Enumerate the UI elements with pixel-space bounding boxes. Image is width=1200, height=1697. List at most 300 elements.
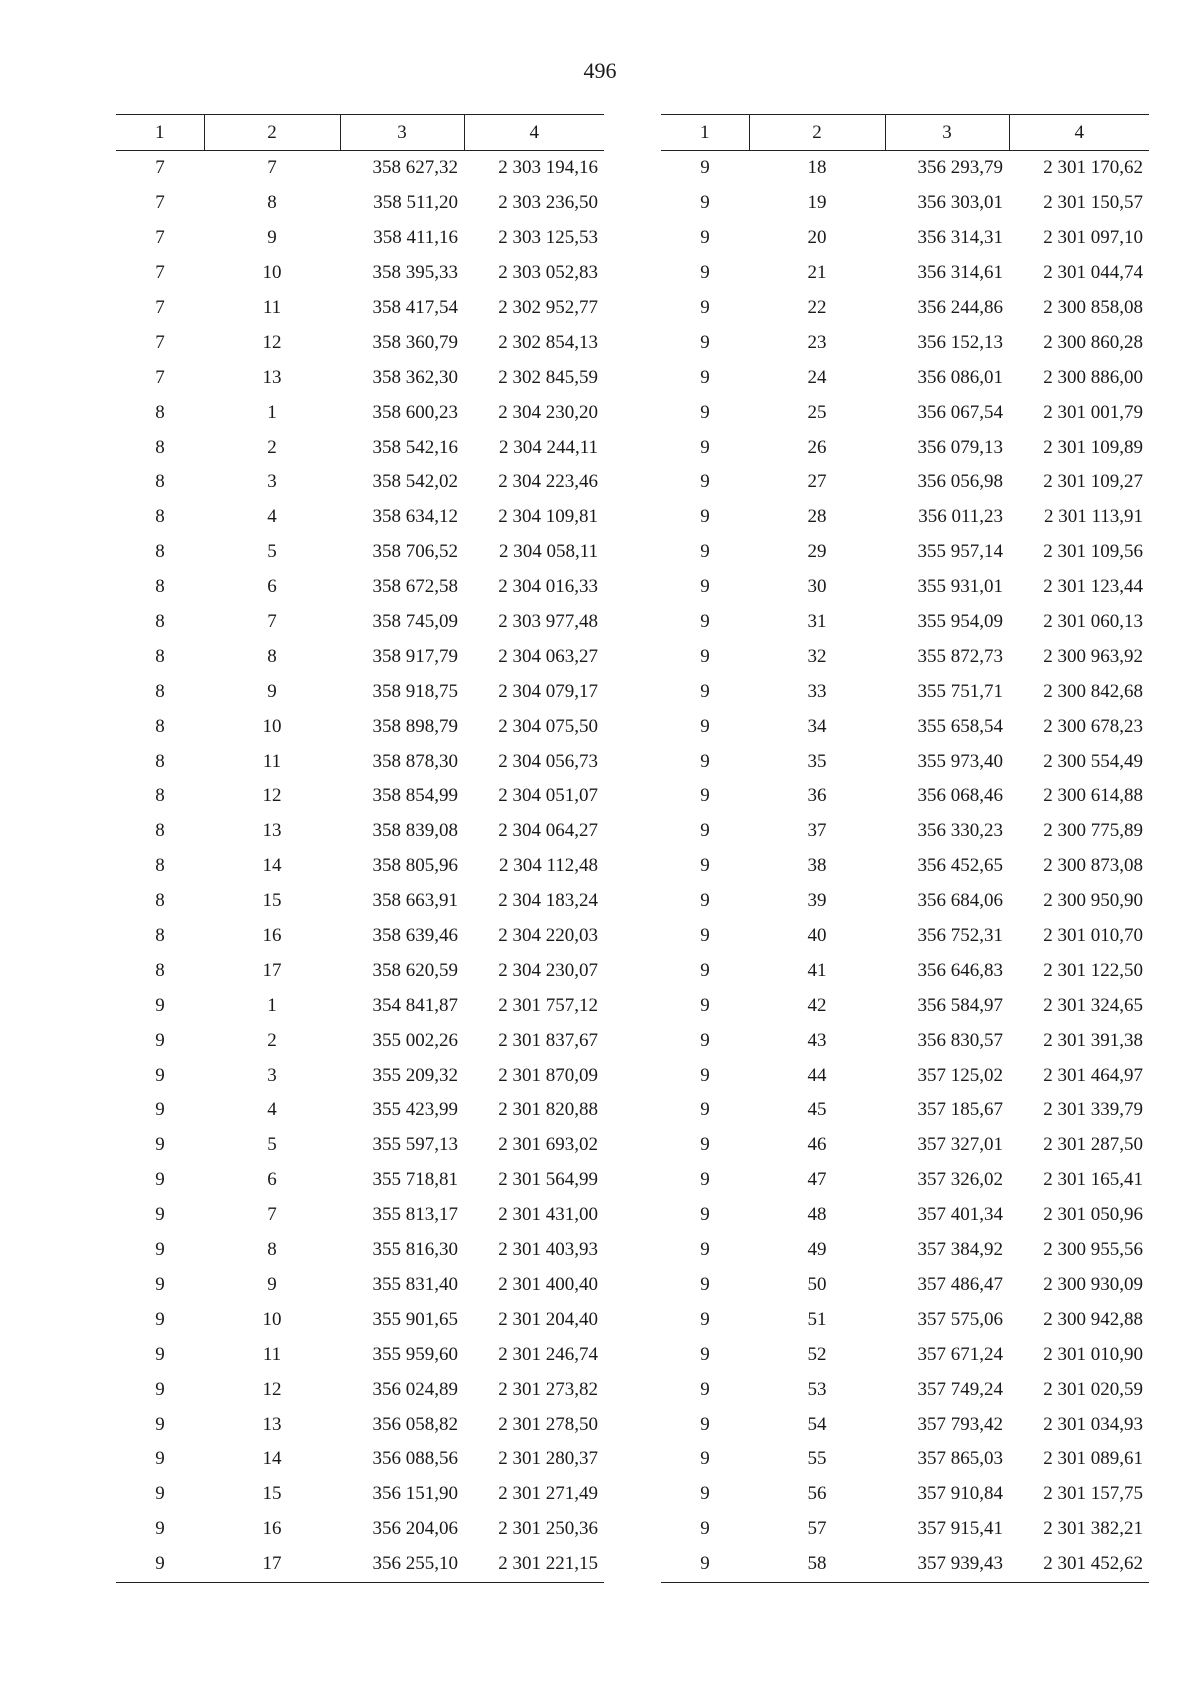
- table-cell: 41: [807, 959, 827, 981]
- table-row: [116, 360, 604, 395]
- table-row: [116, 639, 604, 674]
- table-cell: 9: [700, 541, 710, 563]
- table-cell: 2 301 170,62: [1043, 157, 1143, 179]
- table-cell: 16: [262, 925, 282, 947]
- table-cell: 9: [700, 1169, 710, 1191]
- table-row: [116, 814, 604, 849]
- table-row: [661, 465, 1149, 500]
- table-cell: 9: [700, 1448, 710, 1470]
- table-row: [116, 1268, 604, 1303]
- table-cell: 29: [807, 541, 827, 563]
- table-cell: 9: [700, 1204, 710, 1226]
- column-header: 1: [116, 115, 204, 151]
- table-cell: 48: [807, 1204, 827, 1226]
- table-cell: 9: [700, 1239, 710, 1261]
- table-row: [116, 919, 604, 954]
- table-row: [661, 709, 1149, 744]
- table-cell: 9: [700, 1308, 710, 1330]
- table-cell: 9: [155, 1483, 165, 1505]
- table-cell: 24: [807, 366, 827, 388]
- table-cell: 2 304 230,20: [498, 401, 598, 423]
- table-cell: 9: [700, 576, 710, 598]
- table-cell: 355 959,60: [372, 1343, 458, 1365]
- table-cell: 356 086,01: [917, 366, 1003, 388]
- table-row: [116, 151, 604, 186]
- table-cell: 9: [700, 1343, 710, 1365]
- table-row: [661, 814, 1149, 849]
- table-cell: 45: [807, 1099, 827, 1121]
- table-cell: 8: [155, 401, 165, 423]
- table-cell: 356 684,06: [917, 890, 1003, 912]
- table-cell: 49: [807, 1239, 827, 1261]
- table-row: [116, 395, 604, 430]
- column-header: 1: [661, 115, 749, 151]
- table-cell: 357 575,06: [917, 1308, 1003, 1330]
- table-cell: 2 301 403,93: [498, 1239, 598, 1261]
- table-cell: 355 973,40: [917, 750, 1003, 772]
- table-row: [116, 605, 604, 640]
- table-cell: 55: [807, 1448, 827, 1470]
- table-cell: 2 304 063,27: [498, 645, 598, 667]
- table-row: [116, 325, 604, 360]
- table-cell: 9: [700, 1064, 710, 1086]
- table-row: [116, 430, 604, 465]
- table-row: [661, 1512, 1149, 1547]
- table-cell: 354 841,87: [372, 994, 458, 1016]
- table-cell: 21: [807, 262, 827, 284]
- table-cell: 356 068,46: [917, 785, 1003, 807]
- table-cell: 54: [807, 1413, 827, 1435]
- table-row: [661, 500, 1149, 535]
- table-cell: 2 300 678,23: [1043, 715, 1143, 737]
- table-cell: 9: [700, 925, 710, 947]
- table-row: [661, 1023, 1149, 1058]
- table-cell: 9: [155, 1169, 165, 1191]
- table-row: [661, 186, 1149, 221]
- table-cell: 357 486,47: [917, 1273, 1003, 1295]
- table-cell: 358 639,46: [372, 925, 458, 947]
- table-cell: 32: [807, 645, 827, 667]
- table-cell: 358 411,16: [373, 227, 458, 249]
- table-cell: 8: [155, 855, 165, 877]
- table-cell: 10: [262, 262, 282, 284]
- table-cell: 7: [155, 192, 165, 214]
- table-cell: 8: [155, 680, 165, 702]
- table-row: [661, 988, 1149, 1023]
- table-cell: 8: [267, 645, 277, 667]
- table-row: [116, 1442, 604, 1477]
- table-cell: 9: [700, 471, 710, 493]
- table-cell: 2 304 056,73: [498, 750, 598, 772]
- table-cell: 2 301 271,49: [498, 1483, 598, 1505]
- table-cell: 14: [262, 1448, 282, 1470]
- table-cell: 9: [700, 1273, 710, 1295]
- table-cell: 11: [262, 750, 282, 772]
- table-cell: 9: [700, 1413, 710, 1435]
- table-cell: 16: [262, 1518, 282, 1540]
- table-cell: 358 918,75: [372, 680, 458, 702]
- table-cell: 356 584,97: [917, 994, 1003, 1016]
- table-cell: 358 542,02: [372, 471, 458, 493]
- table-row: [661, 639, 1149, 674]
- table-cell: 2 303 052,83: [498, 262, 598, 284]
- table-cell: 2 301 391,38: [1043, 1029, 1143, 1051]
- table-cell: 356 646,83: [917, 959, 1003, 981]
- table-cell: 10: [262, 715, 282, 737]
- table-row: [661, 570, 1149, 605]
- table-cell: 358 854,99: [372, 785, 458, 807]
- table-cell: 8: [155, 576, 165, 598]
- table-cell: 35: [807, 750, 827, 772]
- table-cell: 358 360,79: [372, 331, 458, 353]
- table-row: [116, 535, 604, 570]
- table-cell: 2 301 464,97: [1043, 1064, 1143, 1086]
- table-cell: 2 300 554,49: [1043, 750, 1143, 772]
- table-cell: 8: [155, 959, 165, 981]
- table-cell: 9: [700, 1378, 710, 1400]
- table-cell: 2 301 273,82: [498, 1378, 598, 1400]
- table-cell: 356 079,13: [917, 436, 1003, 458]
- table-row: [116, 221, 604, 256]
- table-cell: 355 901,65: [372, 1308, 458, 1330]
- table-cell: 358 362,30: [372, 366, 458, 388]
- table-cell: 356 452,65: [917, 855, 1003, 877]
- table-row: [661, 1477, 1149, 1512]
- table-row: [661, 1058, 1149, 1093]
- table-cell: 9: [700, 1518, 710, 1540]
- table-cell: 358 672,58: [372, 576, 458, 598]
- table-cell: 356 024,89: [372, 1378, 458, 1400]
- table-cell: 47: [807, 1169, 827, 1191]
- table-cell: 355 002,26: [372, 1029, 458, 1051]
- table-row: [116, 291, 604, 326]
- table-cell: 2 301 693,02: [498, 1134, 598, 1156]
- coordinates-table-right: [661, 114, 1149, 1583]
- table-row: [116, 1477, 604, 1512]
- table-cell: 14: [262, 855, 282, 877]
- table-row: [116, 465, 604, 500]
- table-cell: 7: [155, 157, 165, 179]
- table-cell: 9: [700, 1029, 710, 1051]
- table-cell: 2 301 564,99: [498, 1169, 598, 1191]
- table-cell: 8: [155, 436, 165, 458]
- table-cell: 356 314,61: [917, 262, 1003, 284]
- table-cell: 9: [155, 1064, 165, 1086]
- table-cell: 2 300 860,28: [1043, 331, 1143, 353]
- table-cell: 357 749,24: [917, 1378, 1003, 1400]
- table-cell: 8: [155, 611, 165, 633]
- table-cell: 40: [807, 925, 827, 947]
- table-cell: 2 304 230,07: [498, 959, 598, 981]
- table-cell: 13: [262, 366, 282, 388]
- table-cell: 356 011,23: [918, 506, 1003, 528]
- table-row: [116, 256, 604, 291]
- table-cell: 7: [155, 331, 165, 353]
- table-cell: 3: [267, 471, 277, 493]
- table-cell: 7: [267, 611, 277, 633]
- table-row: [661, 849, 1149, 884]
- table-row: [661, 1372, 1149, 1407]
- table-cell: 4: [267, 1099, 277, 1121]
- table-cell: 13: [262, 1413, 282, 1435]
- table-cell: 8: [155, 785, 165, 807]
- table-cell: 7: [155, 262, 165, 284]
- table-cell: 356 244,86: [917, 297, 1003, 318]
- table-cell: 357 671,24: [917, 1343, 1003, 1365]
- table-cell: 357 910,84: [917, 1483, 1003, 1505]
- table-cell: 9: [700, 959, 710, 981]
- table-row: [661, 1233, 1149, 1268]
- table-cell: 2 301 113,91: [1043, 506, 1143, 528]
- table-cell: 356 067,54: [917, 401, 1003, 423]
- table-row: [116, 884, 604, 919]
- table-cell: 9: [700, 715, 710, 737]
- table-row: [116, 1547, 604, 1582]
- table-cell: 358 395,33: [372, 262, 458, 284]
- table-cell: 8: [267, 192, 277, 214]
- table-cell: 9: [155, 1343, 165, 1365]
- table-cell: 356 088,56: [372, 1448, 458, 1470]
- table-cell: 7: [267, 157, 277, 179]
- table-row: [116, 1233, 604, 1268]
- column-header: 3: [340, 115, 464, 151]
- table-cell: 53: [807, 1378, 827, 1400]
- table-cell: 358 898,79: [372, 715, 458, 737]
- table-cell: 43: [807, 1029, 827, 1051]
- table-cell: 11: [262, 1343, 282, 1365]
- table-row: [661, 674, 1149, 709]
- table-row: [661, 744, 1149, 779]
- table-cell: 8: [155, 471, 165, 493]
- table-row: [661, 151, 1149, 186]
- table-cell: 2 300 873,08: [1043, 855, 1143, 877]
- table-cell: 2 300 775,89: [1043, 820, 1143, 842]
- table-cell: 9: [700, 890, 710, 912]
- table-cell: 51: [807, 1308, 827, 1330]
- table-row: [661, 1337, 1149, 1372]
- table-cell: 12: [262, 331, 282, 353]
- table-header-row: [116, 115, 604, 151]
- table-cell: 2 300 955,56: [1043, 1239, 1143, 1261]
- table-cell: 36: [807, 785, 827, 807]
- table-cell: 2 301 837,67: [498, 1029, 598, 1051]
- table-cell: 355 816,30: [372, 1239, 458, 1261]
- table-cell: 9: [700, 262, 710, 284]
- table-cell: 355 751,71: [917, 680, 1003, 702]
- table-body-left: [116, 151, 604, 1583]
- table-cell: 356 152,13: [917, 331, 1003, 353]
- table-cell: 358 600,23: [372, 401, 458, 423]
- table-cell: 2 304 244,11: [498, 436, 598, 458]
- table-cell: 2 303 977,48: [498, 611, 598, 633]
- table-cell: 9: [700, 1134, 710, 1156]
- table-cell: 9: [700, 994, 710, 1016]
- table-cell: 2 301 122,50: [1043, 959, 1143, 981]
- table-cell: 44: [807, 1064, 827, 1086]
- table-cell: 2 302 854,13: [498, 331, 598, 353]
- table-cell: 355 954,09: [917, 611, 1003, 633]
- table-cell: 2 301 089,61: [1043, 1448, 1143, 1470]
- table-cell: 355 813,17: [372, 1204, 458, 1226]
- table-cell: 2 301 044,74: [1043, 262, 1143, 284]
- table-row: [116, 779, 604, 814]
- table-cell: 356 151,90: [372, 1483, 458, 1505]
- table-row: [661, 395, 1149, 430]
- table-cell: 2 301 204,40: [498, 1308, 598, 1330]
- table-row: [661, 1442, 1149, 1477]
- table-cell: 26: [807, 436, 827, 458]
- table-cell: 2 301 324,65: [1043, 994, 1143, 1016]
- table-cell: 17: [262, 959, 282, 981]
- table-cell: 358 745,09: [372, 611, 458, 633]
- table-cell: 9: [155, 1518, 165, 1540]
- table-cell: 357 327,01: [917, 1134, 1003, 1156]
- table-cell: 356 303,01: [917, 192, 1003, 214]
- table-row: [116, 1407, 604, 1442]
- table-cell: 18: [807, 157, 827, 179]
- table-cell: 2 300 614,88: [1043, 785, 1143, 807]
- page-number: 496: [583, 58, 617, 83]
- column-header: 2: [749, 115, 885, 151]
- table-cell: 2 301 109,56: [1043, 541, 1143, 563]
- table-cell: 2 304 064,27: [498, 820, 598, 842]
- table-row: [116, 709, 604, 744]
- table-cell: 356 752,31: [917, 925, 1003, 947]
- table-cell: 12: [262, 785, 282, 807]
- table-cell: 8: [155, 506, 165, 528]
- table-cell: 357 326,02: [917, 1169, 1003, 1191]
- table-cell: 2 300 930,09: [1043, 1273, 1143, 1295]
- table-cell: 9: [661, 1547, 749, 1582]
- table-row: [116, 1512, 604, 1547]
- table-cell: 356 314,31: [917, 227, 1003, 249]
- table-cell: 358 620,59: [372, 959, 458, 981]
- table-cell: 6: [267, 1169, 277, 1191]
- table-cell: 58: [749, 1547, 885, 1582]
- table-cell: 358 663,91: [372, 890, 458, 912]
- table-cell: 357 939,43: [885, 1547, 1009, 1582]
- table-row: [116, 744, 604, 779]
- table-cell: 2 304 112,48: [498, 855, 598, 877]
- table-cell: 357 185,67: [917, 1099, 1003, 1121]
- table-row: [661, 360, 1149, 395]
- table-cell: 356 293,79: [917, 157, 1003, 179]
- table-cell: 2 301 150,57: [1043, 192, 1143, 214]
- table-row: [116, 1198, 604, 1233]
- table-cell: 9: [700, 401, 710, 423]
- table-cell: 358 878,30: [372, 750, 458, 772]
- table-cell: 7: [155, 297, 165, 318]
- table-row: [661, 953, 1149, 988]
- table-body-right: [661, 151, 1149, 1583]
- table-cell: 34: [807, 715, 827, 737]
- table-cell: 12: [262, 1378, 282, 1400]
- table-cell: 9: [116, 1547, 204, 1582]
- table-cell: 355 718,81: [372, 1169, 458, 1191]
- table-cell: 2 302 845,59: [498, 366, 598, 388]
- table-row: [116, 1302, 604, 1337]
- table-cell: 22: [807, 297, 827, 318]
- table-cell: 356 830,57: [917, 1029, 1003, 1051]
- table-cell: 2 301 820,88: [498, 1099, 598, 1121]
- table-cell: 9: [700, 192, 710, 214]
- table-cell: 2 301 278,50: [498, 1413, 598, 1435]
- table-row: [116, 1372, 604, 1407]
- table-row: [116, 953, 604, 988]
- table-cell: 2 301 339,79: [1043, 1099, 1143, 1121]
- table-cell: 357 125,02: [917, 1064, 1003, 1086]
- table-cell: 9: [700, 506, 710, 528]
- table-cell: 2 304 220,03: [498, 925, 598, 947]
- table-row: [661, 919, 1149, 954]
- table-cell: 357 401,34: [917, 1204, 1003, 1226]
- table-row: [116, 500, 604, 535]
- table-cell: 17: [204, 1547, 340, 1582]
- table-cell: 9: [700, 1483, 710, 1505]
- table-cell: 2 301 097,10: [1043, 227, 1143, 249]
- table-cell: 2 304 109,81: [498, 506, 598, 528]
- table-cell: 355 658,54: [917, 715, 1003, 737]
- table-row: [116, 1337, 604, 1372]
- table-cell: 7: [155, 366, 165, 388]
- coordinates-table-left: [116, 114, 604, 1583]
- table-cell: 2 303 125,53: [498, 227, 598, 249]
- table-cell: 9: [155, 994, 165, 1016]
- table-cell: 9: [700, 297, 710, 318]
- table-cell: 10: [262, 1308, 282, 1330]
- table-row: [661, 1547, 1149, 1582]
- table-cell: 2 303 194,16: [498, 157, 598, 179]
- table-cell: 9: [155, 1134, 165, 1156]
- table-cell: 46: [807, 1134, 827, 1156]
- table-row: [661, 779, 1149, 814]
- table-cell: 355 957,14: [917, 541, 1003, 563]
- table-cell: 2 301 010,90: [1043, 1343, 1143, 1365]
- table-cell: 9: [700, 1099, 710, 1121]
- column-header: 2: [204, 115, 340, 151]
- table-cell: 2 304 058,11: [498, 541, 598, 563]
- column-header: 3: [885, 115, 1009, 151]
- table-header-row: [661, 115, 1149, 151]
- table-row: [116, 849, 604, 884]
- table-cell: 9: [700, 820, 710, 842]
- table-row: [116, 988, 604, 1023]
- table-cell: 23: [807, 331, 827, 353]
- table-cell: 2 301 157,75: [1043, 1483, 1143, 1505]
- table-cell: 8: [155, 750, 165, 772]
- table-cell: 8: [155, 820, 165, 842]
- table-row: [661, 430, 1149, 465]
- table-cell: 2 301 287,50: [1043, 1134, 1143, 1156]
- table-cell: 355 872,73: [917, 645, 1003, 667]
- table-cell: 2 301 431,00: [498, 1204, 598, 1226]
- table-cell: 2 300 942,88: [1043, 1308, 1143, 1330]
- table-cell: 9: [155, 1273, 165, 1295]
- table-cell: 358 627,32: [372, 157, 458, 179]
- table-cell: 2 303 236,50: [498, 192, 598, 214]
- table-cell: 2 301 382,21: [1043, 1518, 1143, 1540]
- table-cell: 2 304 075,50: [498, 715, 598, 737]
- table-cell: 9: [700, 436, 710, 458]
- table-cell: 50: [807, 1273, 827, 1295]
- table-cell: 2 301 010,70: [1043, 925, 1143, 947]
- column-header: 4: [464, 115, 604, 151]
- table-cell: 358 706,52: [372, 541, 458, 563]
- table-cell: 37: [807, 820, 827, 842]
- table-cell: 30: [807, 576, 827, 598]
- table-cell: 11: [262, 297, 282, 318]
- table-row: [661, 1198, 1149, 1233]
